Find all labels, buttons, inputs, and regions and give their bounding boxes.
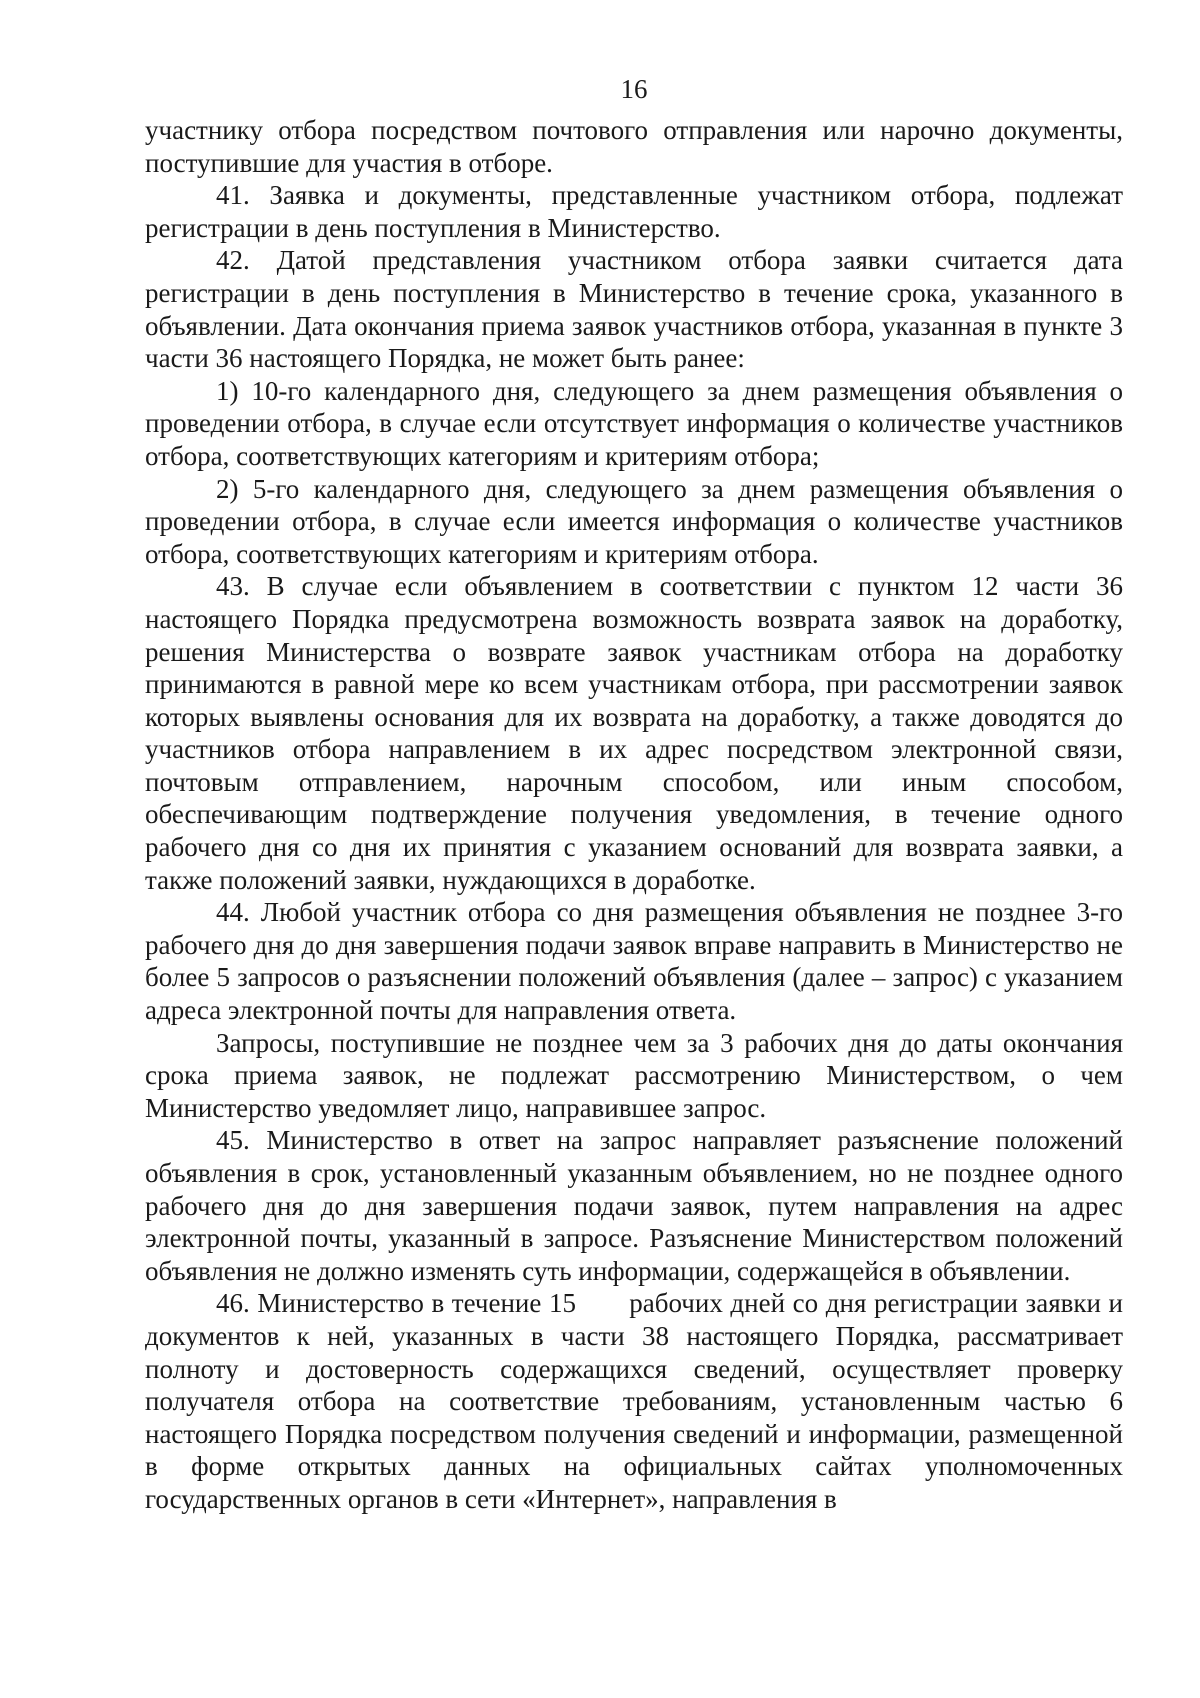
paragraph: 45. Министерство в ответ на запрос направляет разъяснение положений объявления в срок, установленный указанным объявлением, но не позднее одного рабочего дня до дня завершения подачи заявок, путем направления на адрес электронной почты, указанный в запросе. Разъяснение Министерством положений объявления не должно изменять суть информации, содержащейся в объявлении. xyxy=(145,1125,1123,1286)
paragraph: 2) 5-го календарного дня, следующего за днем размещения объявления о проведении отбора, в случае если имеется информация о количестве участников отбора, соответствующих категориям и критериям отбора. xyxy=(145,473,1123,569)
paragraph: 42. Датой представления участником отбора заявки считается дата регистрации в день поступления в Министерство в течение срока, указанного в объявлении. Дата окончания приема заявок участников отбора, указанная в пункте 3 части 36 настоящего Порядка, не может быть ранее: xyxy=(145,245,1123,374)
paragraph: 41. Заявка и документы, представленные участником отбора, подлежат регистрации в день поступления в Министерство. xyxy=(145,180,1123,243)
paragraph: 1) 10-го календарного дня, следующего за днем размещения объявления о проведении отбора, в случае если отсутствует информация о количестве участников отбора, соответствующих категориям и критериям отбора; xyxy=(145,375,1123,471)
paragraph: 43. В случае если объявлением в соответствии с пунктом 12 части 36 настоящего Порядка предусмотрена возможность возврата заявок на доработку, решения Министерства о возврате заявок участникам отбора на доработку принимаются в равной мере ко всем участникам отбора, при рассмотрении заявок которых выявлены основания для их возврата на доработку, а также доводятся до участников отбора направлением в их адрес посредством электронной связи, почтовым отправлением, нарочным способом, или иным способом, обеспечивающим подтверждение получения уведомления, в течение одного рабочего дня со дня их принятия с указанием оснований для возврата заявки, а также положений заявки, нуждающихся в доработке. xyxy=(145,571,1123,895)
paragraph: Запросы, поступившие не позднее чем за 3 рабочих дня до даты окончания срока приема заявок, не подлежат рассмотрению Министерством, о чем Министерство уведомляет лицо, направившее запрос. xyxy=(145,1027,1123,1123)
paragraph: 44. Любой участник отбора со дня размещения объявления не позднее 3-го рабочего дня до дня завершения подачи заявок вправе направить в Министерство не более 5 запросов о разъяснении положений объявления (далее – запрос) с указанием адреса электронной почты для направления ответа. xyxy=(145,897,1123,1026)
document-body xyxy=(145,114,1130,1516)
paragraph: участнику отбора посредством почтового отправления или нарочно документы, поступившие для участия в отборе. xyxy=(145,115,1123,178)
document-page xyxy=(145,70,1130,1670)
page-number: 16 xyxy=(620,74,648,104)
paragraph: 46. Министерство в течение 15 рабочих дней со дня регистрации заявки и документов к ней, указанных в части 38 настоящего Порядка, рассматривает полноту и достоверность содержащихся сведений, осуществляет проверку получателя отбора на соответствие требованиям, установленным частью 6 настоящего Порядка посредством получения сведений и информации, размещенной в форме открытых данных на официальных сайтах уполномоченных государственных органов в сети «Интернет», направления в xyxy=(145,1288,1130,1514)
